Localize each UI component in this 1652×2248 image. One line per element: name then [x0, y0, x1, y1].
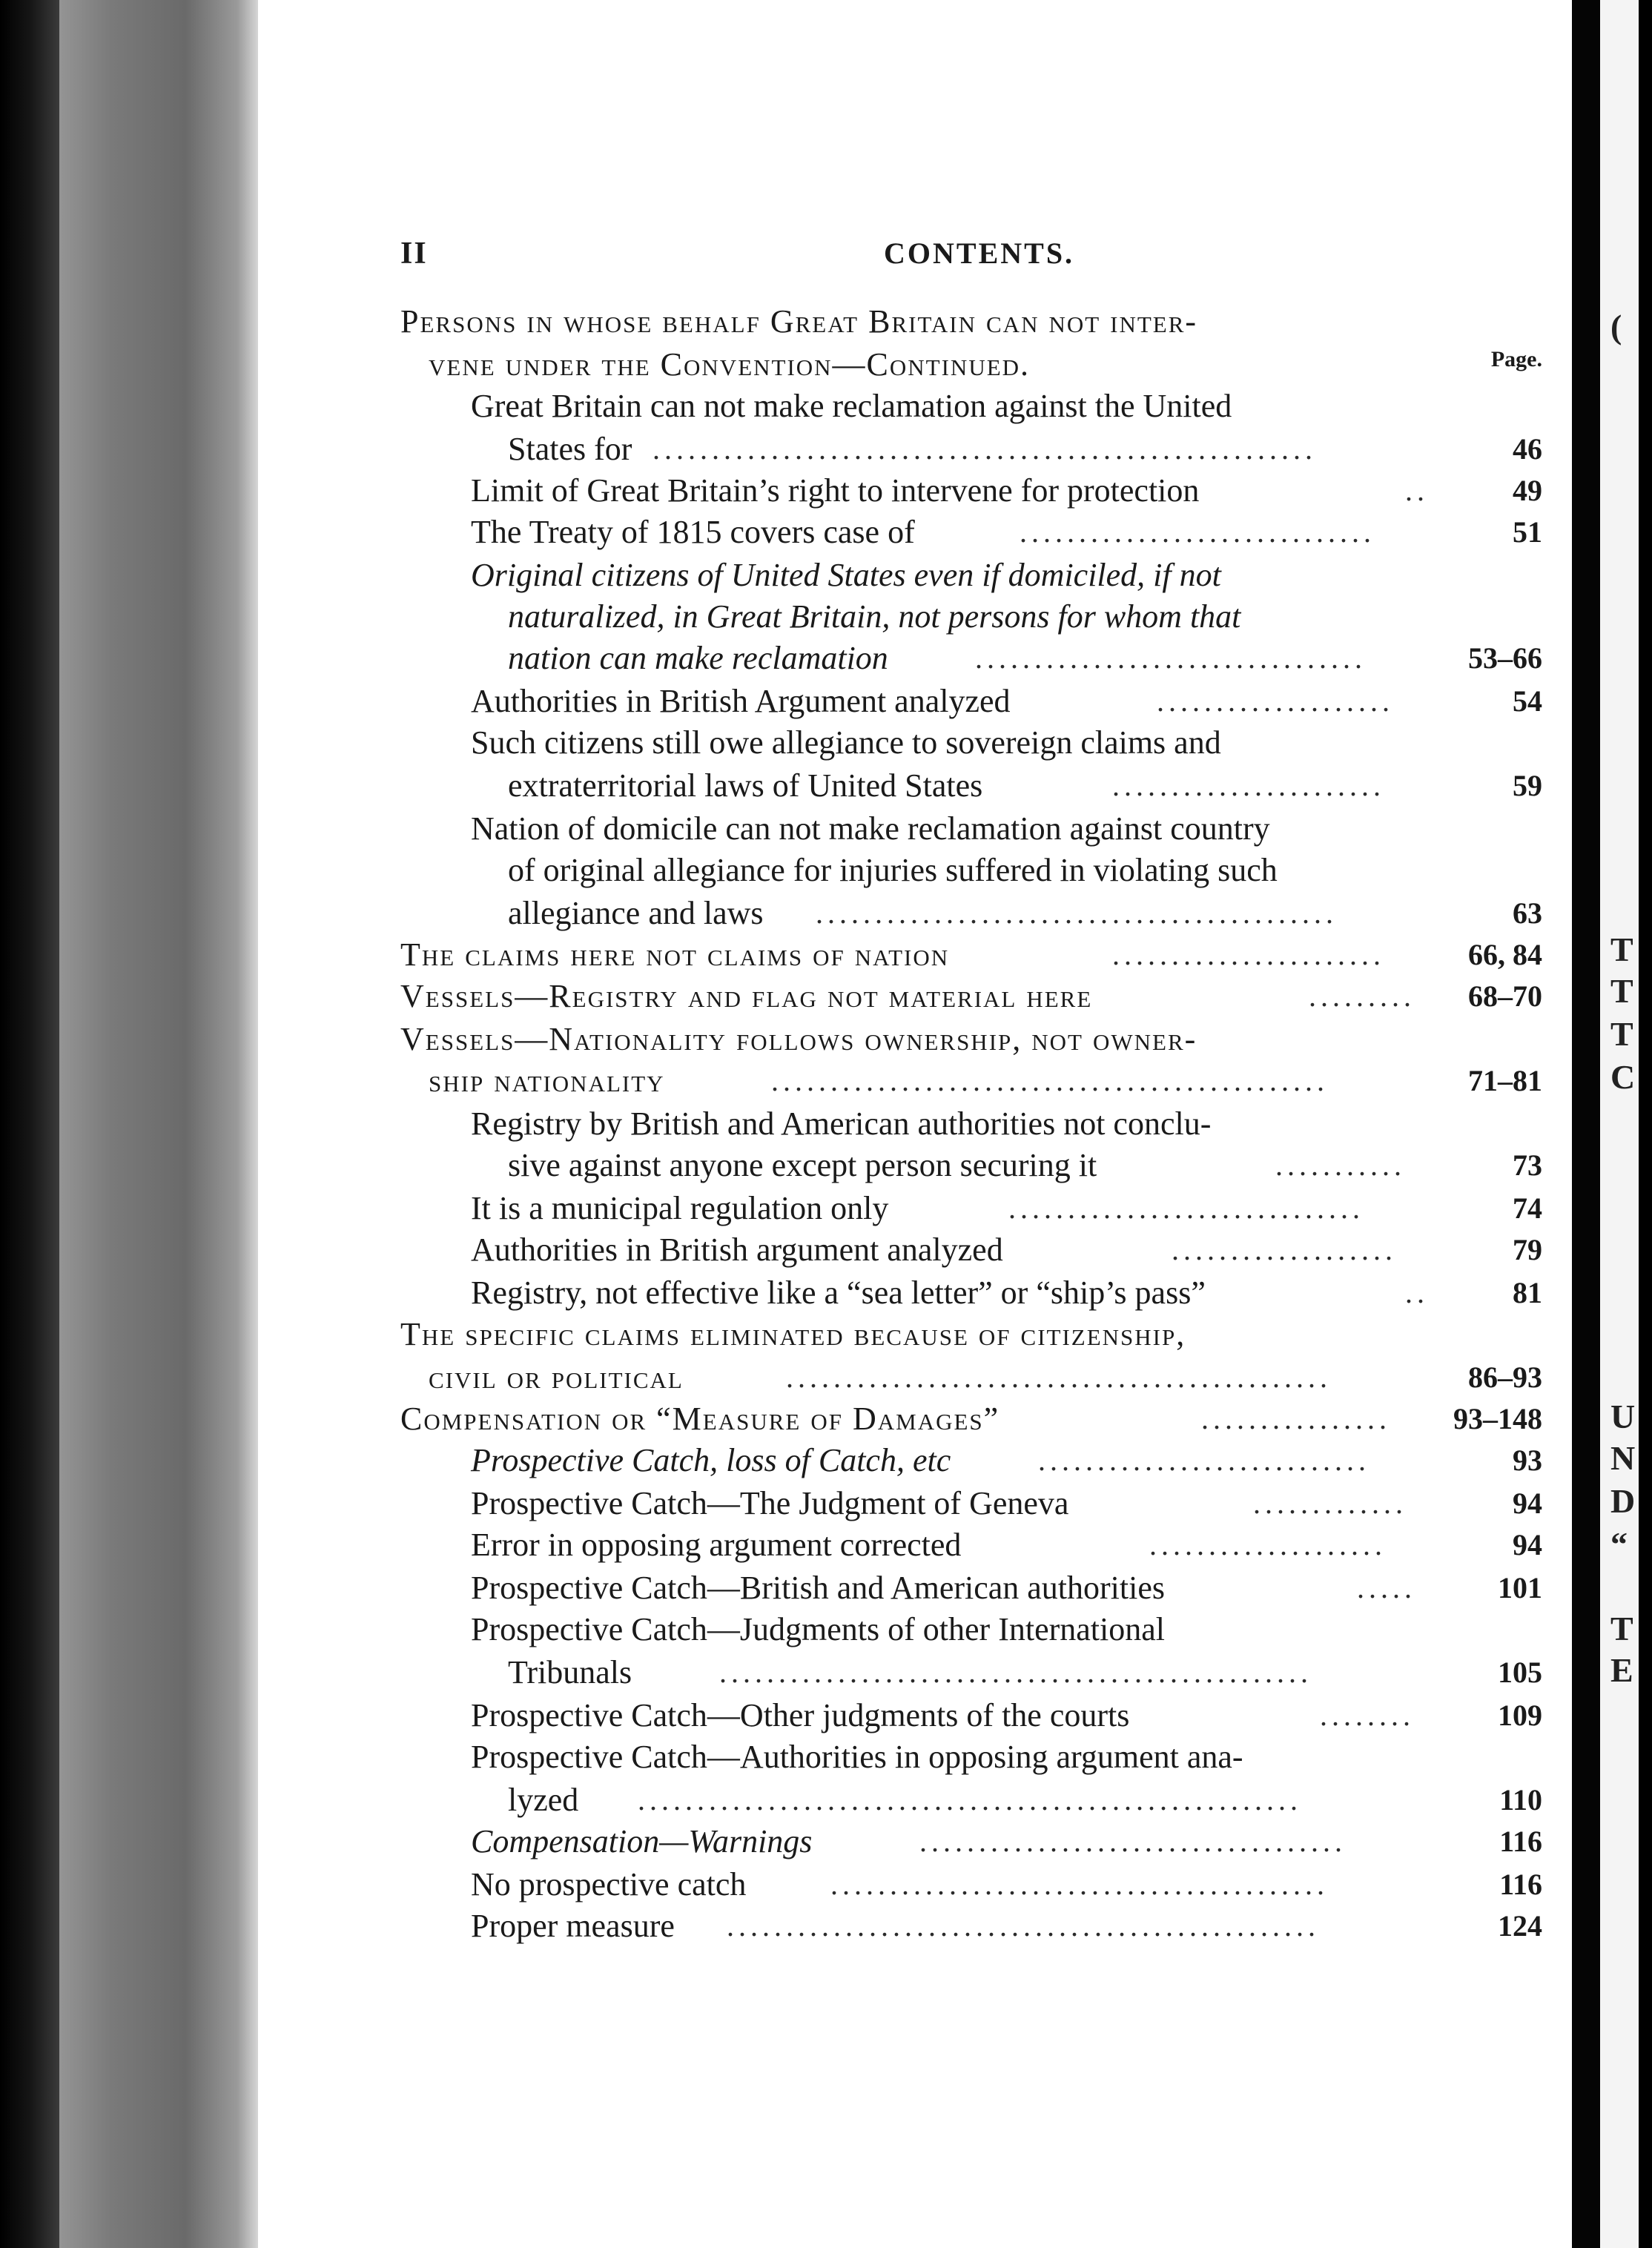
entry-page: 59 — [1513, 769, 1542, 802]
entry-text: Prospective Catch—British and American authorities — [471, 1570, 1166, 1606]
entry-text: of original allegiance for injuries suffered in violating such — [508, 852, 1278, 888]
facing-letter: N — [1610, 1439, 1636, 1477]
facing-letter: T — [1610, 930, 1633, 968]
scan-gutter-bar — [1572, 0, 1600, 2248]
entry-text: Prospective Catch—The Judgment of Geneva — [471, 1485, 1069, 1521]
facing-letter: U — [1610, 1398, 1636, 1435]
dot-leader: .................................................. — [727, 1909, 1320, 1943]
toc-entry — [400, 1105, 1542, 1143]
entry-page: 63 — [1513, 896, 1542, 930]
entry-text: Limit of Great Britain’s right to intervene for protection — [471, 472, 1200, 509]
entry-page: 79 — [1513, 1233, 1542, 1266]
entry-text: The claims here not claims of nation — [400, 936, 950, 973]
toc-entry — [400, 724, 1542, 762]
entry-page: 73 — [1513, 1148, 1542, 1182]
entry-page: 109 — [1498, 1699, 1542, 1732]
entry-text: The specific claims eliminated because of citizenship, — [400, 1316, 1186, 1352]
toc-entry-cont — [400, 598, 1542, 636]
entry-text: Persons in whose behalf Great Britain can not inter- — [400, 303, 1198, 340]
entry-text: lyzed — [508, 1782, 579, 1818]
entry-page: 54 — [1513, 684, 1542, 718]
toc-entry — [400, 1189, 1542, 1228]
dot-leader: .............................. — [1008, 1191, 1364, 1225]
entry-text: vene under the Convention—Continued. — [429, 346, 1031, 383]
toc-entry — [400, 1231, 1542, 1269]
dot-leader: .. — [1405, 1276, 1429, 1309]
entry-text: Nation of domicile can not make reclamation against country — [471, 810, 1270, 847]
entry-page: 116 — [1499, 1825, 1542, 1858]
entry-page: 71–81 — [1468, 1064, 1542, 1097]
toc-entry — [400, 810, 1542, 848]
dot-leader: ........................................................ — [638, 1783, 1302, 1816]
entry-text: civil or political — [429, 1359, 684, 1395]
entry-page: 86–93 — [1468, 1361, 1542, 1394]
dot-leader: ............................................... — [771, 1064, 1329, 1097]
entry-text: Original citizens of United States even if domiciled, if not — [471, 557, 1221, 593]
toc-entry — [400, 1315, 1542, 1354]
toc-entry — [400, 1569, 1542, 1607]
entry-page: 81 — [1513, 1276, 1542, 1309]
entry-text: Prospective Catch—Authorities in opposing argument ana- — [471, 1739, 1243, 1775]
entry-page: 94 — [1513, 1528, 1542, 1561]
entry-text: sive against anyone except person securing it — [508, 1147, 1097, 1183]
entry-text: Error in opposing argument corrected — [471, 1527, 962, 1563]
entry-page: 68–70 — [1468, 979, 1542, 1013]
entry-text: States for — [508, 431, 632, 467]
dot-leader: ............. — [1253, 1487, 1407, 1520]
facing-letter: ( — [1610, 308, 1622, 346]
dot-leader: .................... — [1157, 684, 1394, 718]
facing-letter: “ — [1610, 1525, 1628, 1563]
entry-text: Authorities in British argument analyzed — [471, 1232, 1003, 1268]
entry-text: Prospective Catch, loss of Catch, etc — [471, 1442, 951, 1478]
entry-page: 74 — [1513, 1191, 1542, 1225]
table-of-contents — [400, 0, 1542, 2248]
entry-text: Prospective Catch—Judgments of other International — [471, 1611, 1165, 1647]
toc-entry — [400, 1907, 1542, 1945]
dot-leader: ........ — [1320, 1699, 1415, 1732]
entry-text: Registry, not effective like a “sea letter” or “ship’s pass” — [471, 1275, 1206, 1311]
page-column-label: Page. — [1490, 347, 1542, 371]
toc-entry-cont — [400, 1062, 1542, 1100]
toc-entry — [400, 1400, 1542, 1438]
entry-text: Compensation or “Measure of Damages” — [400, 1401, 1000, 1437]
page-title: CONTENTS. — [884, 237, 1075, 270]
scan-left-shadow — [0, 0, 59, 2248]
toc-entry — [400, 977, 1542, 1016]
facing-letter: T — [1610, 1610, 1633, 1647]
toc-entry — [400, 1484, 1542, 1523]
dot-leader: ................... — [1172, 1233, 1397, 1266]
entry-text: Prospective Catch—Other judgments of the courts — [471, 1697, 1130, 1733]
entry-page: 66, 84 — [1468, 938, 1542, 971]
dot-leader: .......................................... — [830, 1868, 1329, 1901]
toc-entry-cont — [400, 430, 1542, 469]
dot-leader: ....................... — [1112, 769, 1385, 802]
entry-text: nation can make reclamation — [508, 640, 888, 676]
entry-text: No prospective catch — [471, 1866, 747, 1902]
facing-letter: T — [1610, 972, 1633, 1010]
toc-entry — [400, 1696, 1542, 1735]
entry-text: Great Britain can not make reclamation against the United — [471, 388, 1232, 424]
entry-text: It is a municipal regulation only — [471, 1190, 889, 1226]
toc-entry — [400, 472, 1542, 510]
entry-text: Vessels—Registry and flag not material here — [400, 978, 1093, 1014]
entry-text: Compensation—Warnings — [471, 1823, 813, 1859]
entry-page: 46 — [1513, 432, 1542, 466]
dot-leader: ..... — [1357, 1571, 1416, 1604]
toc-entry-cont — [400, 851, 1542, 890]
dot-leader: ........... — [1275, 1148, 1406, 1182]
toc-entry-cont — [400, 767, 1542, 805]
toc-entry-cont — [400, 639, 1542, 678]
entry-page: 53–66 — [1468, 641, 1542, 675]
dot-leader: ............................................ — [816, 896, 1338, 930]
facing-letter: D — [1610, 1482, 1636, 1520]
dot-leader: ....................... — [1112, 938, 1385, 971]
entry-page: 101 — [1498, 1571, 1542, 1604]
dot-leader: .................... — [1149, 1528, 1387, 1561]
toc-entry — [400, 513, 1542, 552]
toc-entry — [400, 1822, 1542, 1861]
dot-leader: .................................................. — [719, 1656, 1312, 1689]
entry-page: 116 — [1499, 1868, 1542, 1901]
toc-entry-cont — [400, 1146, 1542, 1185]
entry-page: 105 — [1498, 1656, 1542, 1689]
entry-text: Proper measure — [471, 1908, 675, 1944]
entry-page: 93–148 — [1453, 1402, 1542, 1435]
toc-entry — [400, 1274, 1542, 1312]
facing-letter: C — [1610, 1058, 1636, 1096]
entry-text: Tribunals — [508, 1654, 632, 1690]
entry-page: 51 — [1513, 515, 1542, 549]
toc-entry-cont — [400, 1653, 1542, 1692]
toc-entry — [400, 1738, 1542, 1776]
toc-entry-cont — [400, 1358, 1542, 1397]
entry-text: Registry by British and American authorities not conclu- — [471, 1105, 1212, 1142]
toc-entry-cont — [400, 1781, 1542, 1819]
toc-entry-cont — [400, 894, 1542, 933]
entry-text: Authorities in British Argument analyzed — [471, 683, 1011, 719]
entry-text: naturalized, in Great Britain, not persons for whom that — [508, 598, 1241, 635]
dot-leader: ............................ — [1038, 1444, 1370, 1477]
facing-page-letters — [1610, 0, 1640, 2248]
entry-text: extraterritorial laws of United States — [508, 767, 983, 804]
facing-letter: E — [1610, 1651, 1633, 1689]
entry-text: allegiance and laws — [508, 895, 764, 931]
toc-entry — [400, 1610, 1542, 1649]
toc-entry — [400, 1020, 1542, 1059]
dot-leader: .. — [1405, 474, 1429, 507]
entry-text: ship nationality — [429, 1062, 665, 1099]
toc-entry — [400, 936, 1542, 974]
facing-letter: T — [1610, 1015, 1633, 1053]
dot-leader: ......... — [1309, 979, 1415, 1013]
dot-leader: .............................. — [1020, 515, 1375, 549]
entry-page: 49 — [1513, 474, 1542, 507]
entry-page: 93 — [1513, 1444, 1542, 1477]
entry-page: 124 — [1498, 1909, 1542, 1943]
dot-leader: .................................... — [919, 1825, 1347, 1858]
entry-text: The Treaty of 1815 covers case of — [471, 514, 915, 550]
toc-entry — [400, 556, 1542, 595]
toc-entry — [400, 1526, 1542, 1564]
dot-leader: .............................................. — [786, 1361, 1332, 1394]
entry-page: 94 — [1513, 1487, 1542, 1520]
toc-entry — [400, 1865, 1542, 1904]
toc-entry — [400, 303, 1542, 341]
toc-entry — [400, 387, 1542, 426]
toc-entry — [400, 1441, 1542, 1480]
dot-leader: ................................. — [975, 641, 1367, 675]
toc-entry — [400, 682, 1542, 721]
scan-right-border — [1639, 0, 1652, 2248]
entry-page: 110 — [1499, 1783, 1542, 1816]
dot-leader: ................ — [1201, 1402, 1391, 1435]
dot-leader: ........................................................ — [652, 432, 1317, 466]
toc-entry-cont — [400, 346, 1542, 384]
entry-text: Vessels—Nationality follows ownership, not owner- — [400, 1021, 1197, 1057]
entry-text: Such citizens still owe allegiance to sovereign claims and — [471, 724, 1221, 761]
page-number: II — [400, 237, 428, 271]
